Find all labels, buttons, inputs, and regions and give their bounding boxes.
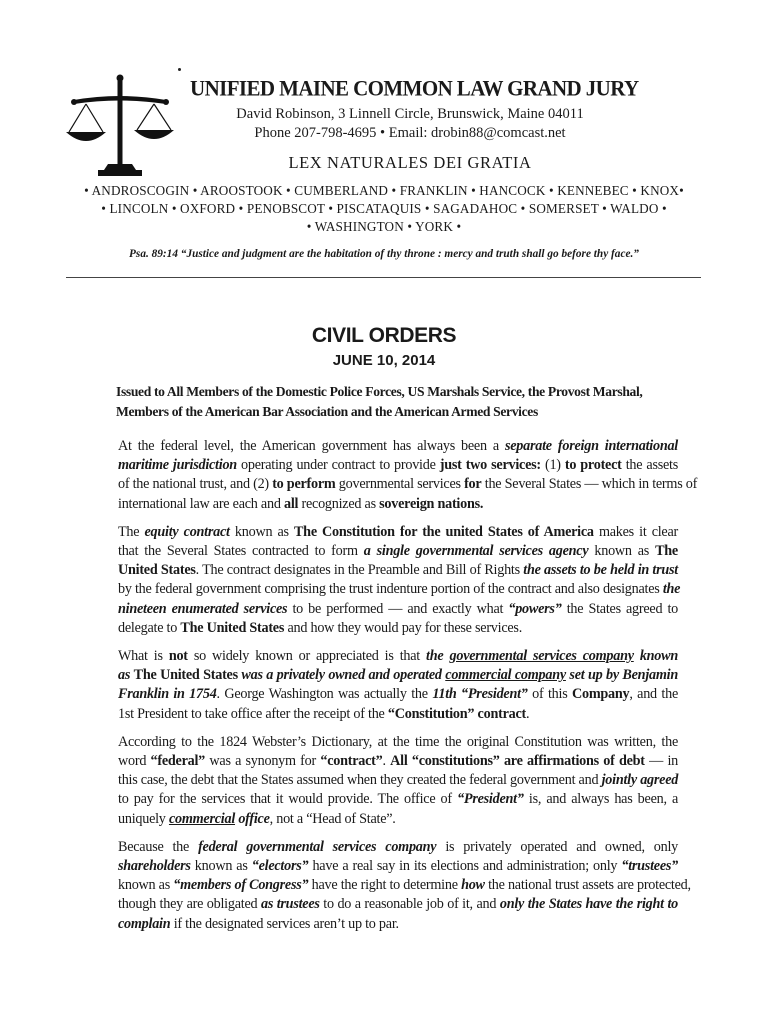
issued-to-statement: Issued to All Members of the Domestic Police Forces, US Marshals Service, the Provost Marshal, Members of the American Bar Association and the American Armed Services (116, 384, 643, 419)
text-run: The (655, 543, 678, 560)
counties-line: • ANDROSCOGIN • AROOSTOOK • CUMBERLAND • FRANKLIN • HANCOCK • KENNEBEC • KNOX• (84, 183, 684, 198)
text-run: of the national trust, and (2) (118, 476, 273, 493)
text-run: just two services: (439, 457, 541, 474)
contact-line: Phone 207-798-4695 • Email: drobin88@comcast.net (254, 125, 566, 141)
text-line (88, 705, 678, 724)
text-run: governmental services (335, 476, 465, 493)
text-run: complain (118, 915, 171, 932)
text-run: . (525, 705, 530, 722)
body-paragraph (88, 647, 678, 724)
text-run: The (118, 523, 145, 540)
text-run: uniquely (118, 810, 169, 827)
text-run: if the designated services aren’t up to par. (170, 915, 399, 932)
text-run: of this (527, 686, 572, 703)
text-run: Franklin in 1754 (118, 686, 217, 703)
text-run: set up by Benjamin (565, 667, 678, 684)
text-run: makes it clear (593, 523, 678, 540)
text-run: All “constitutions” are affirmations of debt (390, 753, 645, 770)
text-run: international law are each and (118, 495, 284, 512)
text-run: so widely known or appreciated is that (187, 648, 427, 665)
scripture-quote: Psa. 89:14 “Justice and judgment are the habitation of thy throne : mercy and truth shall go before thy face.” (129, 248, 639, 260)
text-run: “members of Congress” (173, 877, 309, 894)
text-run: for (464, 476, 482, 493)
text-run: nineteen enumerated services (118, 600, 288, 617)
text-line (88, 810, 678, 829)
text-run: . The contract designates in the Preamble and Bill of Rights (195, 562, 524, 579)
text-line (88, 495, 678, 514)
text-line (88, 475, 698, 494)
text-line (88, 456, 678, 475)
text-run: known as (588, 543, 656, 560)
text-run: known (633, 648, 679, 665)
text-line (88, 752, 678, 771)
text-run: governmental services company (449, 648, 634, 665)
text-line (88, 647, 678, 666)
text-run: known as (190, 858, 252, 875)
text-run: commercial company (445, 667, 566, 684)
body-paragraph (88, 733, 678, 829)
text-run: to pay for the services that it would provide. The office of (118, 791, 458, 808)
text-line (88, 915, 678, 934)
motto: LEX NATURALES DEI GRATIA (288, 153, 532, 172)
text-line (88, 790, 678, 809)
text-run: though they are obligated (118, 896, 261, 913)
text-run: have a real say in its elections and administration; only (308, 858, 622, 875)
text-run: the assets to be held in trust (523, 562, 679, 579)
text-run: only the States have the right to (499, 896, 679, 913)
text-line (88, 619, 678, 638)
text-line (88, 895, 678, 914)
text-run: “Constitution” contract (387, 705, 526, 722)
text-run: According to the 1824 Webster’s Dictionary, at the time the original Constitution was written, the (118, 733, 678, 750)
text-run: how (461, 877, 485, 894)
text-run: (1) (540, 457, 565, 474)
text-run: the Several States — which in terms of (481, 476, 698, 493)
text-run: a single governmental services agency (363, 543, 589, 560)
text-run: The United States (180, 619, 285, 636)
header-divider (66, 277, 701, 278)
text-run: sovereign nations. (379, 495, 484, 512)
text-run: What is (118, 648, 169, 665)
text-run: , and the (629, 686, 678, 703)
text-line (88, 838, 678, 857)
text-run: have the right to determine (308, 877, 462, 894)
text-run: federal governmental services company (198, 838, 437, 855)
body-paragraph (88, 838, 691, 934)
text-line (88, 733, 678, 752)
text-run: word (118, 753, 151, 770)
text-run: not (168, 648, 188, 665)
text-run: Company (571, 686, 630, 703)
text-run: delegate to (118, 619, 181, 636)
document-date: JUNE 10, 2014 (332, 352, 436, 369)
text-run: “President” (457, 791, 524, 808)
text-run: 11th “President” (432, 686, 528, 703)
text-run: . George Washington was actually the (216, 686, 433, 703)
text-run: all (283, 495, 299, 512)
text-line (88, 771, 678, 790)
text-run: “federal” (150, 753, 206, 770)
text-run: At the federal level, the American government has always been a (118, 438, 505, 454)
text-line (88, 666, 678, 685)
text-run: jointly agreed (601, 772, 679, 789)
text-line (88, 523, 678, 542)
text-run: is privately operated and owned, only (436, 838, 678, 855)
text-line (88, 542, 678, 561)
text-run: “contract” (320, 753, 383, 770)
text-run: Because the (118, 838, 199, 855)
text-line (88, 600, 678, 619)
text-run: to protect (564, 457, 622, 474)
text-run: United States (118, 562, 196, 579)
document-body (88, 437, 698, 943)
text-run: was a synonym for (205, 753, 321, 770)
text-run: shareholders (118, 858, 191, 875)
text-run: The United States (133, 667, 238, 684)
text-run: is, and always has been, a (523, 791, 679, 808)
text-line (88, 685, 678, 704)
text-run: to perform (272, 476, 336, 493)
text-run: this case, the debt that the States assumed when they created the federal government and (118, 772, 602, 789)
text-line (88, 857, 678, 876)
document-title: CIVIL ORDERS (311, 324, 457, 347)
organization-name: UNIFIED MAINE COMMON LAW GRAND JURY (190, 75, 639, 101)
text-run: operating under contract to provide (236, 457, 440, 474)
text-run: “electors” (251, 858, 309, 875)
text-run: as (118, 667, 134, 684)
text-run: 1st President to take office after the receipt of the (118, 705, 388, 722)
text-run: known as (229, 523, 294, 540)
text-run: recognized as (298, 495, 380, 512)
text-line (88, 437, 678, 456)
text-run: to do a reasonable job of it, and (319, 896, 500, 913)
text-run: that the Several States contracted to form (118, 543, 364, 560)
address-line: David Robinson, 3 Linnell Circle, Brunswick, Maine 04011 (236, 106, 584, 122)
body-paragraph (88, 523, 681, 638)
text-run: the States agreed to (561, 600, 679, 617)
text-run: as trustees (260, 896, 320, 913)
text-run: — in (644, 753, 678, 770)
counties-line: • WASHINGTON • YORK • (306, 219, 462, 234)
text-line (88, 580, 681, 599)
text-run: “powers” (508, 600, 562, 617)
text-run: the (426, 648, 450, 665)
text-run: and how they would pay for these services. (284, 619, 522, 636)
stray-dot (178, 68, 181, 71)
text-line (88, 876, 691, 895)
text-line (88, 561, 678, 580)
text-run: the national trust assets are protected, (484, 877, 691, 894)
body-paragraph (88, 437, 698, 514)
text-run: equity contract (144, 523, 230, 540)
text-run: was a privately owned and operated (237, 667, 446, 684)
text-run: maritime jurisdiction (118, 457, 237, 474)
text-run: to be performed — and exactly what (287, 600, 509, 617)
text-run: , not a “Head of State”. (269, 810, 396, 827)
text-run: known as (118, 877, 174, 894)
text-run: The Constitution for the united States of America (293, 523, 594, 540)
text-run: the (662, 581, 681, 598)
text-run: . (382, 753, 391, 770)
counties-line: • LINCOLN • OXFORD • PENOBSCOT • PISCATAQUIS • SAGADAHOC • SOMERSET • WALDO • (101, 201, 667, 216)
text-run: “trustees” (621, 858, 678, 875)
text-run: commercial (168, 810, 236, 827)
text-run: by the federal government comprising the trust indenture portion of the contract and also designates (118, 581, 663, 598)
text-run: office (235, 810, 270, 827)
text-run: separate foreign international (504, 438, 678, 454)
text-run: the assets (621, 457, 679, 474)
